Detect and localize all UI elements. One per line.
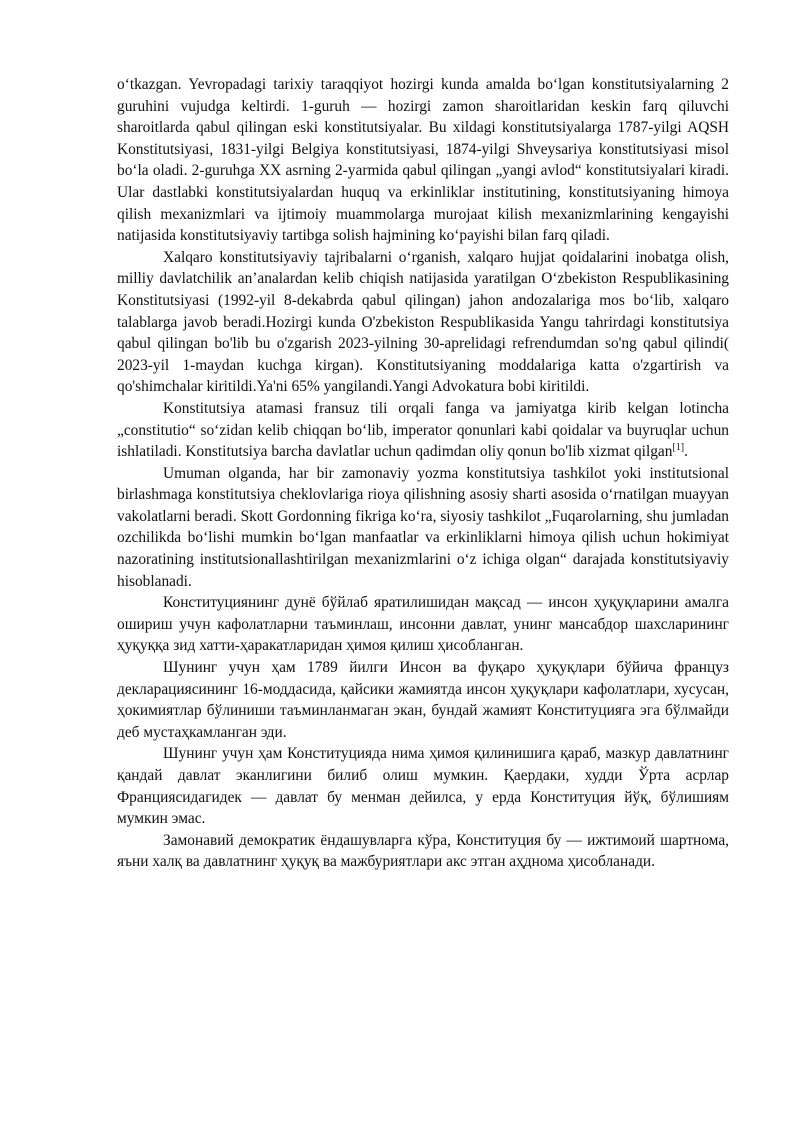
paragraph-8 [117,830,729,873]
paragraph-4-text: Umuman olganda, har bir zamonaviy yozma konstitutsiya tashkilot yoki institutsional birlashmaga konstitutsiya cheklovlariga rioya qilishning asosiy sharti asosida o‘rnatilgan muayyan vakolatlarni beradi. Skott Gordonning fikriga ko‘ra, siyosiy tashkilot „Fuqarolarning, shu jumladan ozchilikda bo‘lishi mumkin bo‘lgan manfaatlar va erkinliklarni himoya qilish uchun hokimiyat nazoratining institutsionallashtirilgan mexanizmlarini o‘z ichiga olgan“ darajada konstitutsiyaviy hisoblanadi. [117,464,729,590]
paragraph-1 [117,74,729,247]
paragraph-3-tail: . [684,443,688,461]
document-page [117,74,729,873]
paragraph-6 [117,657,729,743]
paragraph-3-text: Konstitutsiya atamasi fransuz tili orqali fanga va jamiyatga kirib kelgan lotincha „constitutio“ so‘zidan kelib chiqqan bo‘lib, imperator qonunlari kabi qoidalar va buyruqlar uchun ishlatiladi. Konstitutsiya barcha davlatlar uchun qadimdan oliy qonun bo'lib xizmat qilgan [117,399,729,461]
paragraph-4 [117,463,729,593]
paragraph-7 [117,743,729,829]
paragraph-6-text: Шунинг учун ҳам 1789 йилги Инсон ва фуқаро ҳуқуқлари бўйича француз декларациясининг 16-моддасида, қайсики жамиятда инсон ҳуқуқлари кафолатлари, хусусан, ҳокимиятлар бўлиниши таъминланмаган экан, бундай жамият Конституцияга эга бўлмайди деб мустаҳкамланган эди. [117,659,729,741]
footnote-citation-link[interactable]: [1] [672,441,685,453]
paragraph-2 [117,247,729,398]
paragraph-5 [117,592,729,657]
paragraph-5-text: Конституциянинг дунё бўйлаб яратилишидан мақсад — инсон ҳуқуқларини амалга ошириш учун кафолатларни таъминлаш, инсонни давлат, унинг мансабдор шахсларининг ҳуқуққа зид хатти-ҳаракатларидан ҳимоя қилиш ҳисобланган. [117,594,729,655]
paragraph-7-text: Шунинг учун ҳам Конституцияда нима ҳимоя қилинишига қараб, мазкур давлатнинг қандай давлат эканлигини билиб олиш мумкин. Қаердаки, худди Ўрта асрлар Франциясидагидек — давлат бу менман дейилса, у ерда Конституция йўқ, бўлишиям мумкин эмас. [117,745,729,828]
paragraph-3 [117,398,729,463]
paragraph-2-text: Xalqaro konstitutsiyaviy tajribalarni o‘rganish, xalqaro hujjat qoidalarini inobatga olish, milliy davlatchilik an’analardan kelib chiqish natijasida yaratilgan O‘zbekiston Respublikasining Konstitutsiyasi (1992-yil 8-dekabrda qabul qilingan) jahon andozalariga mos bo‘lib, xalqaro talablarga javob beradi.Hozirgi kunda O'zbekiston Respublikasida Yangu tahrirdagi konstitutsiya qabul qilingan bo'lib bu o'zgarish 2023-yilning 30-aprelidagi refrendumdan so'ng qabul qilindi( 2023-yil 1-maydan kuchga kirgan). Konstitutsiyaning moddalariga katta o'zgartirish va qo'shimchalar kiritildi.Ya'ni 65% yangilandi.Yangi Advokatura bobi kiritildi. [117,248,729,396]
paragraph-8-text: Замонавий демократик ёндашувларга кўра, Конституция бу — ижтимоий шартнома, яъни халқ ва давлатнинг ҳуқуқ ва мажбуриятлари акс этган аҳднома ҳисобланади. [117,831,729,871]
paragraph-1-text: o‘tkazgan. Yevropadagi tarixiy taraqqiyot hozirgi kunda amalda bo‘lgan konstitutsiyalarning 2 guruhini vujudga keltirdi. 1-guruh — hozirgi zamon sharoitlaridan keskin farq qiluvchi sharoitlarda qabul qilingan eski konstitutsiyalar. Bu xildagi konstitutsiyalarga 1787-yilgi AQSH Konstitutsiyasi, 1831-yilgi Belgiya konstitutsiyasi, 1874-yilgi Shveysariya konstitutsiyasi misol bo‘la oladi. 2-guruhga XX asrning 2-yarmida qabul qilingan „yangi avlod“ konstitutsiyalari kiradi. Ular dastlabki konstitutsiyalardan huquq va erkinliklar institutining, konstitutsiyaning himoya qilish mexanizmlari va ijtimoiy muammolarga murojaat kilish mexanizmlarining kengayishi natijasida konstitutsiyaviy tartibga solish hajmining ko‘payishi bilan farq qiladi. [117,76,729,245]
